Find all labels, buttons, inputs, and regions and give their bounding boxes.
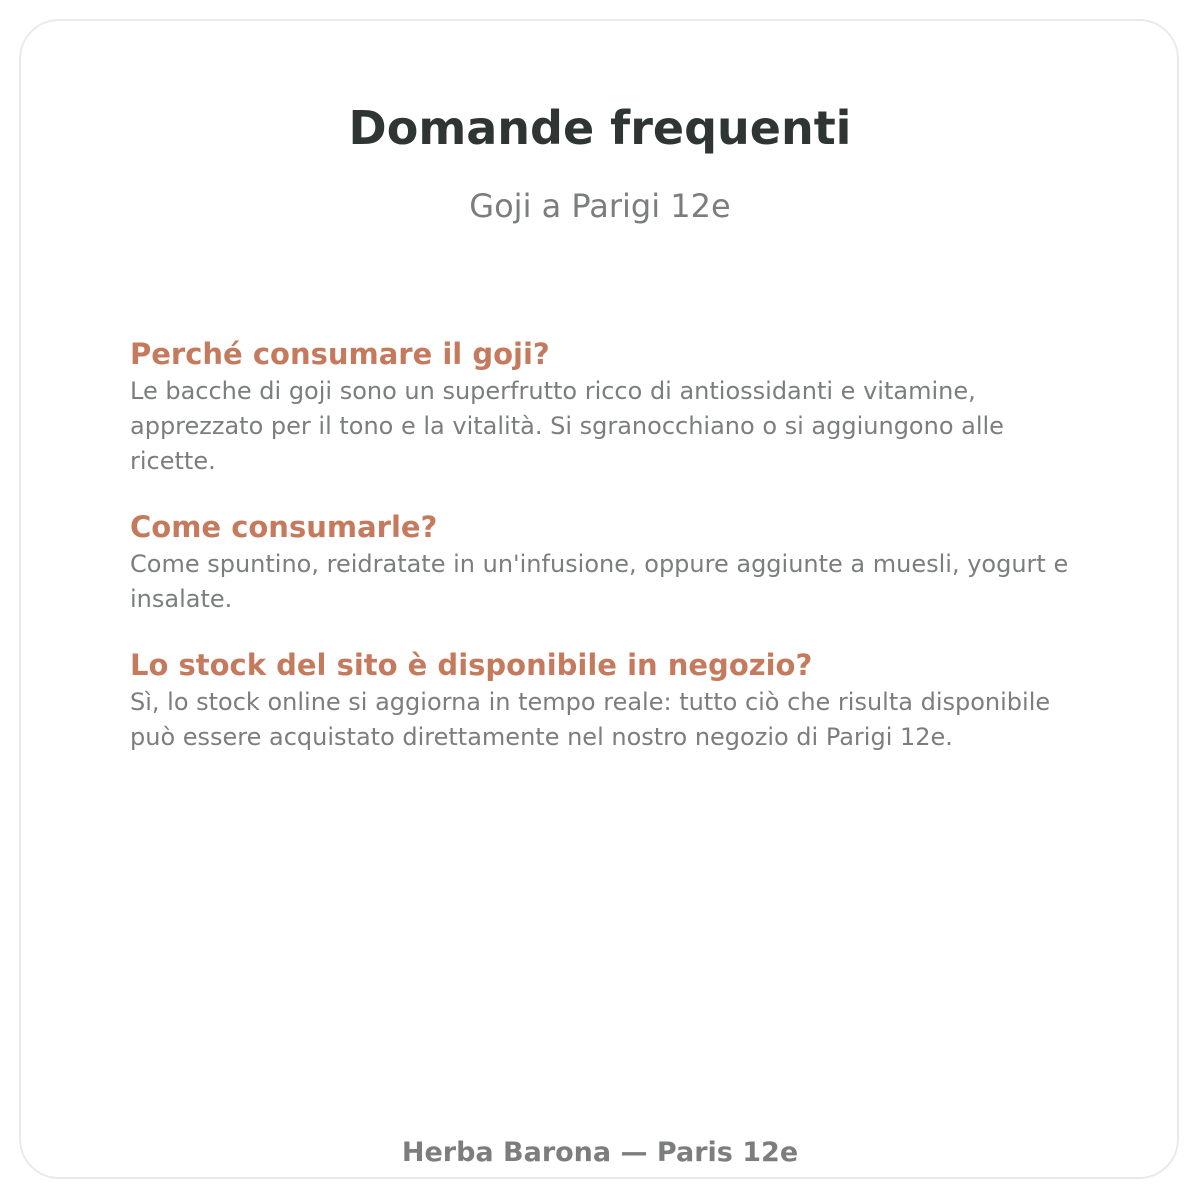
faq-list bbox=[130, 336, 1090, 785]
faq-question: Lo stock del sito è disponibile in negozio? bbox=[130, 648, 813, 682]
faq-item bbox=[130, 509, 1090, 617]
faq-answer: Come spuntino, reidratate in un'infusione, oppure aggiunte a muesli, yogurt e insalate. bbox=[130, 550, 1069, 613]
faq-answer: Le bacche di goji sono un superfrutto ricco di antiossidanti e vitamine, apprezzato per il tono e la vitalità. Si sgranocchiano o si aggiungono alle ricette. bbox=[130, 377, 1004, 475]
faq-item bbox=[130, 647, 1090, 755]
faq-item bbox=[130, 336, 1090, 479]
faq-question: Perché consumare il goji? bbox=[130, 337, 550, 371]
page-title: Domande frequenti bbox=[348, 101, 852, 155]
page-subtitle: Goji a Parigi 12e bbox=[469, 187, 731, 225]
footer-brand: Herba Barona — Paris 12e bbox=[401, 1137, 799, 1168]
faq-answer: Sì, lo stock online si aggiorna in tempo reale: tutto ciò che risulta disponibile può essere acquistato direttamente nel nostro negozio di Parigi 12e. bbox=[130, 688, 1051, 751]
faq-question: Come consumarle? bbox=[130, 510, 438, 544]
